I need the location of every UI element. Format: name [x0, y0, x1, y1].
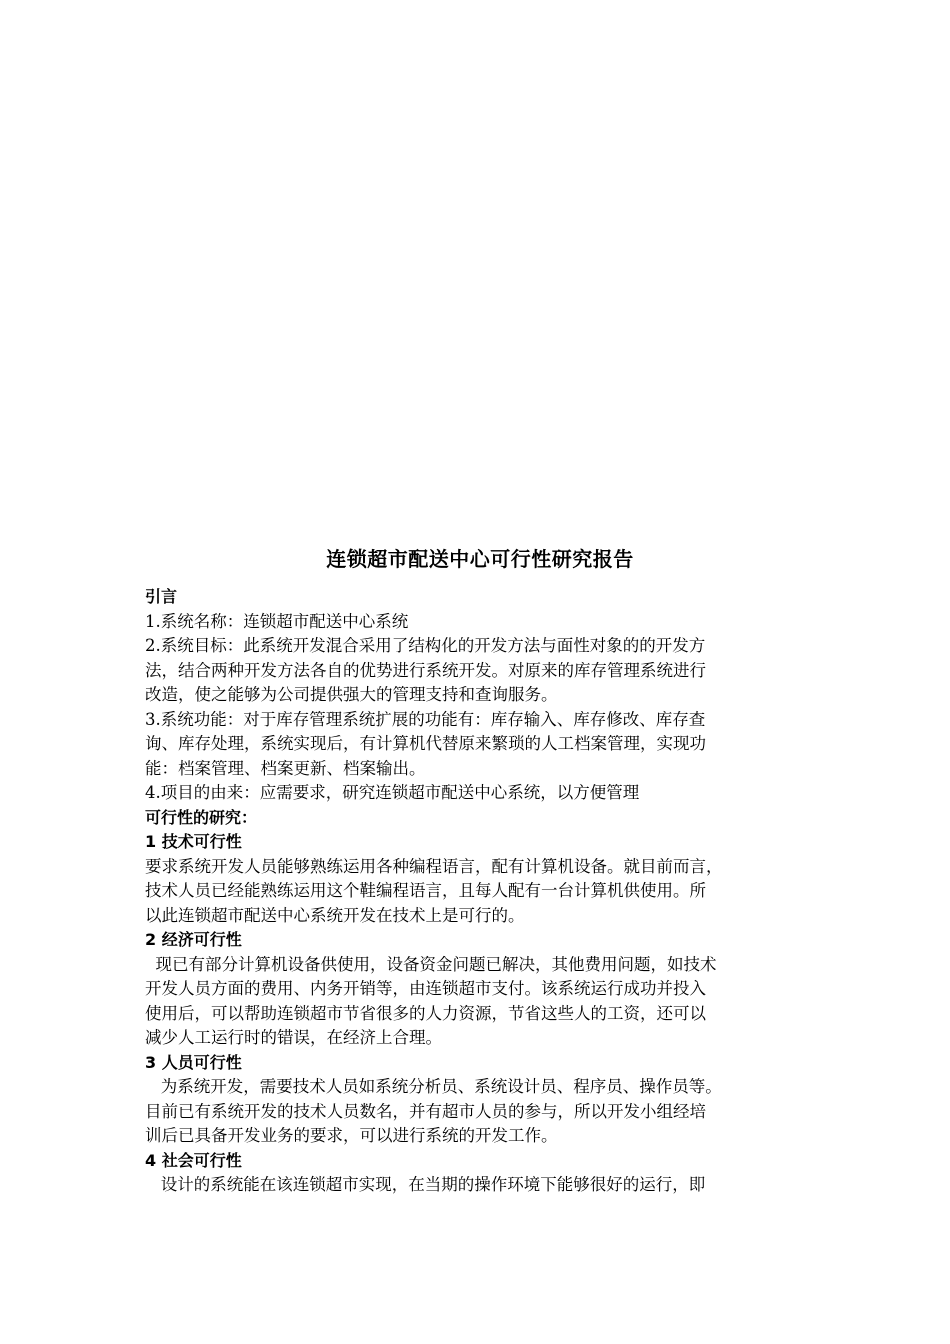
section-heading: 4 社会可行性	[145, 1150, 242, 1170]
paragraph-line: 目前已有系统开发的技术人员数名，并有超市人员的参与，所以开发小组经培	[145, 1101, 706, 1121]
paragraph-line: 开发人员方面的费用、内务开销等，由连锁超市支付。该系统运行成功并投入	[145, 979, 706, 998]
feasibility-heading: 可行性的研究：	[145, 807, 258, 827]
paragraph-line: 4.项目的由来：应需要求，研究连锁超市配送中心系统，以方便管理	[145, 783, 640, 802]
intro-heading: 引言	[145, 587, 178, 606]
document-title: 连锁超市配送中心可行性研究报告	[326, 547, 634, 571]
paragraph-line: 1.系统名称：连锁超市配送中心系统	[145, 611, 409, 631]
paragraph-line: 以此连锁超市配送中心系统开发在技术上是可行的。	[145, 905, 525, 925]
intro-item-2	[145, 634, 815, 708]
intro-item-4	[145, 781, 815, 806]
paragraph-line: 技术人员已经能熟练运用这个鞋编程语言，且每人配有一台计算机供使用。所	[145, 881, 706, 900]
paragraph-line: 训后已具备开发业务的要求，可以进行系统的开发工作。	[145, 1126, 558, 1145]
paragraph-line: 使用后，可以帮助连锁超市节省很多的人力资源，节省这些人的工资，还可以	[145, 1003, 706, 1023]
paragraph-line: 现已有部分计算机设备供使用，设备资金问题已解决，其他费用问题，如技术	[145, 954, 717, 974]
section-personnel	[145, 1051, 815, 1149]
section-heading: 3 人员可行性	[145, 1052, 242, 1072]
paragraph-line: 3.系统功能：对于库存管理系统扩展的功能有：库存输入、库存修改、库存查	[145, 709, 706, 729]
section-heading: 2 经济可行性	[145, 930, 242, 949]
paragraph-line: 设计的系统能在该连锁超市实现，在当期的操作环境下能够很好的运行，即	[145, 1175, 706, 1194]
paragraph-line: 要求系统开发人员能够熟练运用各种编程语言，配有计算机设备。就目前而言，	[145, 856, 723, 876]
paragraph-line: 法，结合两种开发方法各自的优势进行系统开发。对原来的库存管理系统进行	[145, 660, 706, 680]
intro-item-1	[145, 610, 815, 635]
section-economic	[145, 928, 815, 1051]
paragraph-line: 改造，使之能够为公司提供强大的管理支持和查询服务。	[145, 685, 558, 704]
section-social	[145, 1149, 815, 1198]
intro-item-3	[145, 708, 815, 782]
document-body	[145, 543, 815, 1198]
paragraph-line: 减少人工运行时的错误，在经济上合理。	[145, 1028, 442, 1047]
paragraph-line: 能：档案管理、档案更新、档案输出。	[145, 758, 426, 778]
paragraph-line: 2.系统目标：此系统开发混合采用了结构化的开发方法与面性对象的的开发方	[145, 636, 706, 655]
section-heading: 1 技术可行性	[145, 832, 242, 851]
paragraph-line: 为系统开发，需要技术人员如系统分析员、系统设计员、程序员、操作员等。	[145, 1077, 722, 1096]
paragraph-line: 询、库存处理，系统实现后，有计算机代替原来繁琐的人工档案管理，实现功	[145, 734, 706, 753]
section-technical	[145, 830, 815, 928]
